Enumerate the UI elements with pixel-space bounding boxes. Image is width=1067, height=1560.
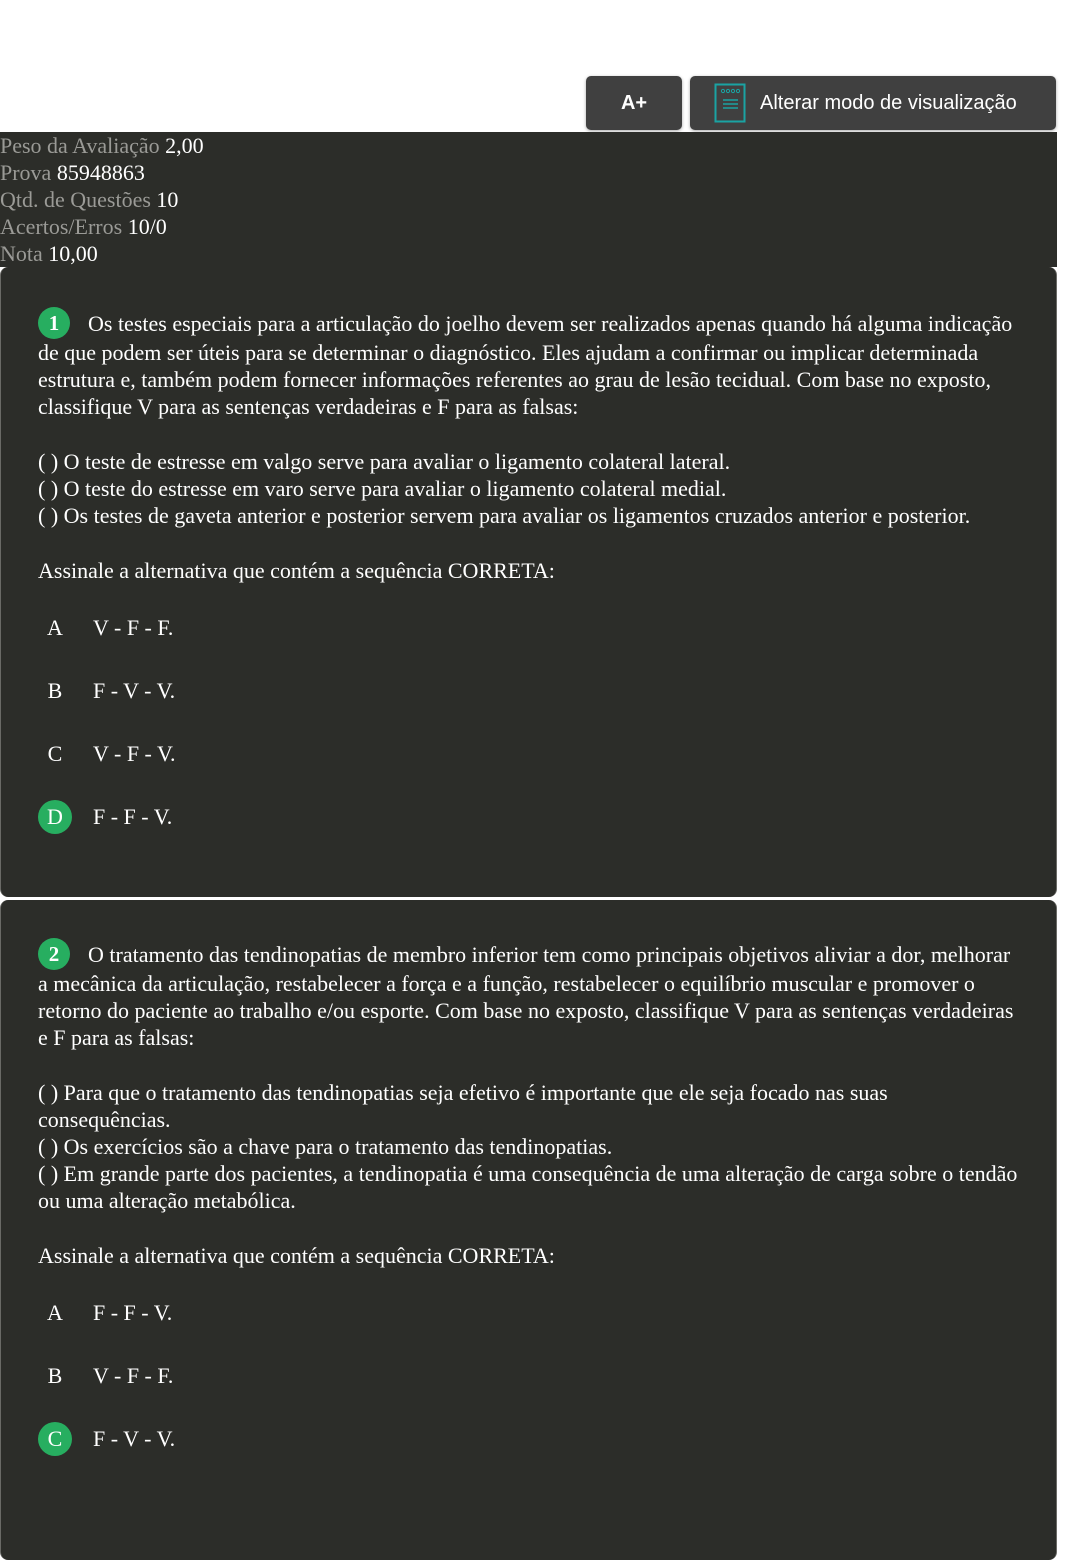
option-letter-correct: C	[38, 1422, 72, 1456]
statement: ( ) Os exercícios são a chave para o tratamento das tendinopatias.	[38, 1134, 613, 1159]
option-text: F - F - V.	[93, 804, 173, 829]
change-view-mode-label: Alterar modo de visualização	[760, 91, 1017, 114]
option-text: V - F - F.	[93, 1363, 174, 1388]
option-text: F - V - V.	[93, 678, 176, 703]
exam-summary	[0, 132, 1057, 267]
option-text: V - F - F.	[93, 615, 174, 640]
question-number-badge: 1	[38, 307, 70, 339]
answer-option-a[interactable]	[38, 1281, 1019, 1344]
question-card-1	[0, 267, 1057, 897]
toolbar	[586, 76, 1056, 131]
summary-exam-id: Prova 85948863	[0, 160, 145, 185]
question-card-2	[0, 900, 1057, 1560]
document-view-icon	[714, 83, 746, 123]
question-instruction: Assinale a alternativa que contém a sequência CORRETA:	[38, 1243, 555, 1268]
summary-hits-errors: Acertos/Erros 10/0	[0, 214, 167, 239]
option-letter-correct: D	[38, 800, 72, 834]
answer-option-a[interactable]	[38, 596, 1019, 659]
option-letter: B	[47, 678, 63, 703]
answer-option-b[interactable]	[38, 1344, 1019, 1407]
answer-options	[38, 1281, 1019, 1470]
option-text: V - F - V.	[93, 741, 176, 766]
option-letter: A	[47, 1300, 63, 1325]
statements	[38, 1079, 1019, 1214]
option-letter: B	[47, 1363, 63, 1388]
summary-question-count: Qtd. de Questões 10	[0, 187, 179, 212]
question-instruction: Assinale a alternativa que contém a sequência CORRETA:	[38, 558, 555, 583]
statement: ( ) Para que o tratamento das tendinopatias seja efetivo é importante que ele seja focado nas suas consequências.	[38, 1080, 888, 1132]
answer-options	[38, 596, 1019, 848]
change-view-mode-button[interactable]	[690, 76, 1056, 130]
answer-option-c[interactable]	[38, 722, 1019, 785]
option-text: F - V - V.	[93, 1426, 176, 1451]
answer-option-d[interactable]	[38, 785, 1019, 848]
answer-option-b[interactable]	[38, 659, 1019, 722]
question-text: 1 Os testes especiais para a articulação do joelho devem ser realizados apenas quando há alguma indicação de que podem ser úteis para se determinar o diagnóstico. Eles ajudam a confirmar ou implicar determinada estrutura e, também podem fornecer informações referentes ao grau de lesão tecidual. Com base no exposto, classifique V para as sentenças verdadeiras e F para as falsas:	[38, 307, 1019, 420]
statements	[38, 448, 1019, 529]
question-number-badge: 2	[38, 938, 70, 970]
option-letter: C	[47, 741, 63, 766]
statement: ( ) O teste de estresse em valgo serve para avaliar o ligamento colateral lateral.	[38, 449, 731, 474]
statement: ( ) O teste do estresse em varo serve para avaliar o ligamento colateral medial.	[38, 476, 727, 501]
option-text: F - F - V.	[93, 1300, 173, 1325]
summary-grade: Nota 10,00	[0, 241, 98, 266]
question-text: 2 O tratamento das tendinopatias de membro inferior tem como principais objetivos aliviar a dor, melhorar a mecânica da articulação, restabelecer a força e a função, restabelecer o equilíbrio muscular e promover o retorno do paciente ao trabalho e/ou esporte. Com base no exposto, classifique V para as sentenças verdadeiras e F para as falsas:	[38, 938, 1019, 1051]
answer-option-c[interactable]	[38, 1407, 1019, 1470]
font-size-increase-button[interactable]: A+	[586, 76, 682, 130]
option-letter: A	[47, 615, 63, 640]
statement: ( ) Em grande parte dos pacientes, a tendinopatia é uma consequência de uma alteração de carga sobre o tendão ou uma alteração metabólica.	[38, 1161, 1018, 1213]
summary-weight: Peso da Avaliação 2,00	[0, 133, 204, 158]
statement: ( ) Os testes de gaveta anterior e posterior servem para avaliar os ligamentos cruzados anterior e posterior.	[38, 503, 971, 528]
